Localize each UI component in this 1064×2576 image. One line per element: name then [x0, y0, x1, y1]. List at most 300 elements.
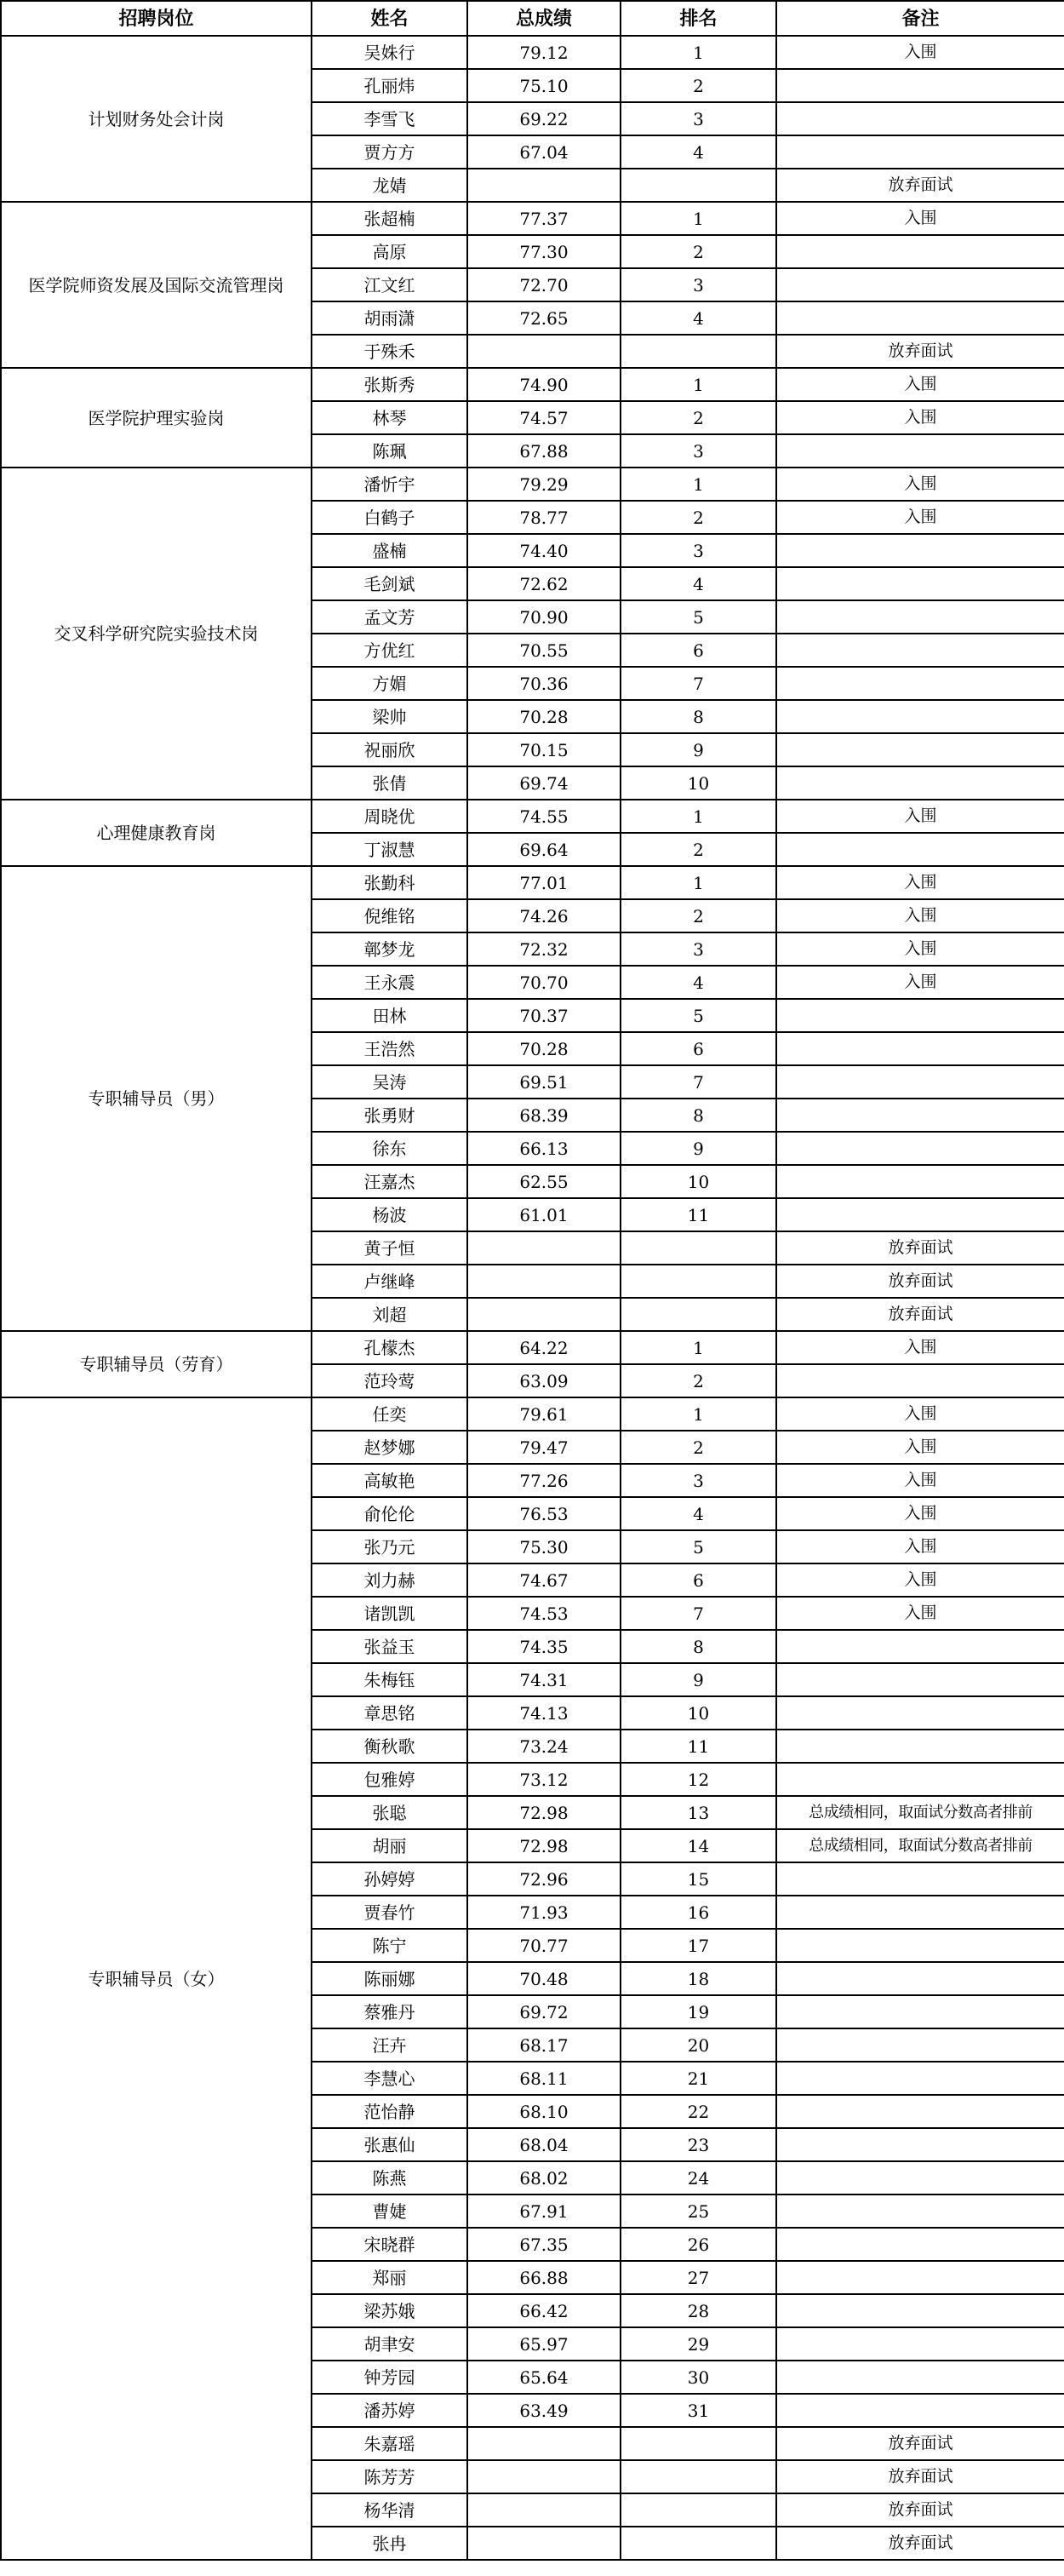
score-cell: 70.90 [467, 600, 621, 634]
header-name: 姓名 [312, 1, 467, 36]
rank-cell: 3 [621, 534, 776, 567]
note-cell [776, 2062, 1064, 2095]
rank-cell: 2 [621, 69, 776, 102]
score-cell: 70.37 [467, 999, 621, 1032]
note-cell [776, 2161, 1064, 2194]
score-cell: 67.04 [467, 135, 621, 169]
rank-cell [621, 169, 776, 202]
rank-cell: 5 [621, 600, 776, 634]
score-cell: 72.32 [467, 932, 621, 966]
rank-cell [621, 1298, 776, 1331]
note-cell [776, 301, 1064, 335]
rank-cell: 9 [621, 733, 776, 766]
rank-cell: 3 [621, 1464, 776, 1497]
header-note: 备注 [776, 1, 1064, 36]
score-cell: 70.15 [467, 733, 621, 766]
rank-cell: 10 [621, 1696, 776, 1730]
score-cell [467, 2460, 621, 2493]
rank-cell: 5 [621, 999, 776, 1032]
score-cell: 73.24 [467, 1730, 621, 1763]
score-cell: 68.02 [467, 2161, 621, 2194]
name-cell: 黄子恒 [312, 1231, 467, 1265]
rank-cell: 1 [621, 202, 776, 235]
note-cell [776, 1065, 1064, 1099]
rank-cell: 17 [621, 1929, 776, 1962]
name-cell: 刘力赫 [312, 1563, 467, 1597]
name-cell: 宋晓群 [312, 2228, 467, 2261]
note-cell [776, 733, 1064, 766]
note-cell: 入围 [776, 1464, 1064, 1497]
score-cell: 79.61 [467, 1397, 621, 1431]
header-row [1, 1, 1064, 36]
score-cell: 63.49 [467, 2394, 621, 2427]
rank-cell: 8 [621, 1099, 776, 1132]
name-cell: 陈芳芳 [312, 2460, 467, 2493]
rank-cell: 6 [621, 1563, 776, 1597]
score-cell: 69.72 [467, 1995, 621, 2028]
note-cell [776, 600, 1064, 634]
note-cell [776, 1730, 1064, 1763]
score-cell: 68.17 [467, 2028, 621, 2062]
name-cell: 江文红 [312, 268, 467, 301]
note-cell [776, 268, 1064, 301]
name-cell: 孙婷婷 [312, 1862, 467, 1896]
name-cell: 张益玉 [312, 1630, 467, 1663]
score-cell: 68.10 [467, 2095, 621, 2128]
note-cell: 入围 [776, 1331, 1064, 1364]
note-cell [776, 2128, 1064, 2161]
table-row [1, 368, 1064, 401]
note-cell [776, 1929, 1064, 1962]
note-cell [776, 833, 1064, 866]
table-body [1, 36, 1064, 2560]
note-cell [776, 2294, 1064, 2327]
note-cell [776, 1198, 1064, 1231]
note-cell [776, 700, 1064, 733]
name-cell: 贾春竹 [312, 1896, 467, 1929]
rank-cell: 2 [621, 1431, 776, 1464]
score-cell [467, 1265, 621, 1298]
name-cell: 周晓优 [312, 800, 467, 833]
rank-cell: 8 [621, 700, 776, 733]
name-cell: 衡秋歌 [312, 1730, 467, 1763]
rank-cell: 9 [621, 1663, 776, 1696]
rank-cell: 8 [621, 1630, 776, 1663]
name-cell: 朱梅钰 [312, 1663, 467, 1696]
note-cell: 入围 [776, 1397, 1064, 1431]
rank-cell: 2 [621, 1364, 776, 1397]
score-cell [467, 169, 621, 202]
name-cell: 范玲莺 [312, 1364, 467, 1397]
rank-cell: 4 [621, 966, 776, 999]
rank-cell: 4 [621, 301, 776, 335]
score-cell: 70.28 [467, 1032, 621, 1065]
rank-cell: 11 [621, 1730, 776, 1763]
name-cell: 梁苏娥 [312, 2294, 467, 2327]
name-cell: 贾方方 [312, 135, 467, 169]
score-cell: 73.12 [467, 1763, 621, 1796]
score-cell: 79.12 [467, 36, 621, 69]
note-cell [776, 1364, 1064, 1397]
rank-cell: 1 [621, 468, 776, 501]
note-cell: 入围 [776, 202, 1064, 235]
note-cell: 入围 [776, 1497, 1064, 1530]
note-cell [776, 135, 1064, 169]
rank-cell: 2 [621, 235, 776, 268]
rank-cell [621, 1265, 776, 1298]
position-cell: 交叉科学研究院实验技术岗 [1, 468, 312, 800]
name-cell: 田林 [312, 999, 467, 1032]
rank-cell: 9 [621, 1132, 776, 1165]
name-cell: 钟芳园 [312, 2361, 467, 2394]
rank-cell: 16 [621, 1896, 776, 1929]
name-cell: 张超楠 [312, 202, 467, 235]
name-cell: 王浩然 [312, 1032, 467, 1065]
rank-cell [621, 335, 776, 368]
table-header [1, 1, 1064, 36]
note-cell: 入围 [776, 36, 1064, 69]
name-cell: 包雅婷 [312, 1763, 467, 1796]
rank-cell: 2 [621, 501, 776, 534]
rank-cell: 23 [621, 2128, 776, 2161]
score-cell: 78.77 [467, 501, 621, 534]
name-cell: 孔丽炜 [312, 69, 467, 102]
name-cell: 杨波 [312, 1198, 467, 1231]
rank-cell: 3 [621, 102, 776, 135]
name-cell: 梁帅 [312, 700, 467, 733]
score-cell [467, 2493, 621, 2527]
note-cell [776, 567, 1064, 600]
note-cell: 入围 [776, 501, 1064, 534]
name-cell: 陈宁 [312, 1929, 467, 1962]
rank-cell: 29 [621, 2327, 776, 2361]
rank-cell: 6 [621, 634, 776, 667]
note-cell [776, 235, 1064, 268]
note-cell [776, 999, 1064, 1032]
name-cell: 赵梦娜 [312, 1431, 467, 1464]
score-cell: 65.64 [467, 2361, 621, 2394]
score-cell: 74.55 [467, 800, 621, 833]
note-cell [776, 1862, 1064, 1896]
note-cell: 入围 [776, 1431, 1064, 1464]
note-cell: 入围 [776, 866, 1064, 899]
name-cell: 张惠仙 [312, 2128, 467, 2161]
rank-cell: 21 [621, 2062, 776, 2095]
name-cell: 张聪 [312, 1796, 467, 1829]
note-cell [776, 2361, 1064, 2394]
rank-cell: 26 [621, 2228, 776, 2261]
rank-cell: 10 [621, 766, 776, 800]
score-cell: 77.37 [467, 202, 621, 235]
rank-cell: 5 [621, 1530, 776, 1563]
name-cell: 李雪飞 [312, 102, 467, 135]
note-cell: 入围 [776, 1563, 1064, 1597]
position-cell: 医学院师资发展及国际交流管理岗 [1, 202, 312, 368]
table-row [1, 468, 1064, 501]
rank-cell [621, 1231, 776, 1265]
name-cell: 于殊禾 [312, 335, 467, 368]
name-cell: 李慧心 [312, 2062, 467, 2095]
rank-cell: 19 [621, 1995, 776, 2028]
rank-cell: 1 [621, 866, 776, 899]
rank-cell: 1 [621, 1331, 776, 1364]
score-cell [467, 1231, 621, 1265]
note-cell [776, 1663, 1064, 1696]
name-cell: 杨华清 [312, 2493, 467, 2527]
score-cell: 70.77 [467, 1929, 621, 1962]
note-cell: 入围 [776, 1530, 1064, 1563]
score-cell: 65.97 [467, 2327, 621, 2361]
table-row [1, 1331, 1064, 1364]
score-cell: 74.57 [467, 401, 621, 434]
name-cell: 张斯秀 [312, 368, 467, 401]
note-cell: 放弃面试 [776, 2493, 1064, 2527]
name-cell: 祝丽欣 [312, 733, 467, 766]
score-cell: 75.10 [467, 69, 621, 102]
position-cell: 计划财务处会计岗 [1, 36, 312, 202]
note-cell: 总成绩相同，取面试分数高者排前 [776, 1796, 1064, 1829]
score-cell: 74.13 [467, 1696, 621, 1730]
rank-cell [621, 2493, 776, 2527]
score-cell: 70.70 [467, 966, 621, 999]
score-cell: 69.64 [467, 833, 621, 866]
name-cell: 丁淑慧 [312, 833, 467, 866]
name-cell: 方优红 [312, 634, 467, 667]
score-cell: 72.96 [467, 1862, 621, 1896]
note-cell: 放弃面试 [776, 169, 1064, 202]
name-cell: 王永震 [312, 966, 467, 999]
score-cell: 77.30 [467, 235, 621, 268]
score-cell: 70.55 [467, 634, 621, 667]
rank-cell [621, 2460, 776, 2493]
note-cell: 入围 [776, 966, 1064, 999]
rank-cell [621, 2427, 776, 2460]
position-cell: 医学院护理实验岗 [1, 368, 312, 468]
table-row [1, 866, 1064, 899]
score-cell: 79.47 [467, 1431, 621, 1464]
name-cell: 曹婕 [312, 2194, 467, 2228]
note-cell [776, 2028, 1064, 2062]
score-cell: 61.01 [467, 1198, 621, 1231]
note-cell: 入围 [776, 1597, 1064, 1630]
score-cell: 62.55 [467, 1165, 621, 1198]
note-cell [776, 2095, 1064, 2128]
name-cell: 高敏艳 [312, 1464, 467, 1497]
score-cell: 66.42 [467, 2294, 621, 2327]
score-cell: 68.39 [467, 1099, 621, 1132]
note-cell: 放弃面试 [776, 2527, 1064, 2560]
score-cell: 75.30 [467, 1530, 621, 1563]
rank-cell: 13 [621, 1796, 776, 1829]
score-cell: 64.22 [467, 1331, 621, 1364]
name-cell: 潘忻宇 [312, 468, 467, 501]
score-cell: 69.51 [467, 1065, 621, 1099]
score-cell: 66.13 [467, 1132, 621, 1165]
note-cell: 放弃面试 [776, 2427, 1064, 2460]
name-cell: 任奕 [312, 1397, 467, 1431]
score-cell [467, 2427, 621, 2460]
name-cell: 卢继峰 [312, 1265, 467, 1298]
name-cell: 胡丽 [312, 1829, 467, 1862]
name-cell: 张乃元 [312, 1530, 467, 1563]
note-cell [776, 1696, 1064, 1730]
score-cell: 67.88 [467, 434, 621, 468]
note-cell [776, 1032, 1064, 1065]
rank-cell: 22 [621, 2095, 776, 2128]
rank-cell: 1 [621, 1397, 776, 1431]
score-cell: 72.65 [467, 301, 621, 335]
rank-cell: 7 [621, 1065, 776, 1099]
rank-cell: 10 [621, 1165, 776, 1198]
table-row [1, 202, 1064, 235]
rank-cell: 24 [621, 2161, 776, 2194]
name-cell: 吴涛 [312, 1065, 467, 1099]
note-cell [776, 1995, 1064, 2028]
note-cell: 入围 [776, 468, 1064, 501]
note-cell [776, 667, 1064, 700]
note-cell: 入围 [776, 899, 1064, 932]
rank-cell: 12 [621, 1763, 776, 1796]
rank-cell: 2 [621, 833, 776, 866]
note-cell [776, 1165, 1064, 1198]
score-cell: 66.88 [467, 2261, 621, 2294]
name-cell: 蔡雅丹 [312, 1995, 467, 2028]
note-cell [776, 534, 1064, 567]
rank-cell: 28 [621, 2294, 776, 2327]
score-cell: 77.26 [467, 1464, 621, 1497]
score-cell [467, 1298, 621, 1331]
name-cell: 汪嘉杰 [312, 1165, 467, 1198]
rank-cell: 3 [621, 932, 776, 966]
name-cell: 刘超 [312, 1298, 467, 1331]
rank-cell: 4 [621, 567, 776, 600]
note-cell: 放弃面试 [776, 2460, 1064, 2493]
score-cell: 67.91 [467, 2194, 621, 2228]
rank-cell: 1 [621, 368, 776, 401]
score-cell: 70.28 [467, 700, 621, 733]
score-cell: 68.04 [467, 2128, 621, 2161]
rank-cell: 6 [621, 1032, 776, 1065]
note-cell [776, 1630, 1064, 1663]
table-row [1, 36, 1064, 69]
rank-cell: 25 [621, 2194, 776, 2228]
note-cell [776, 1132, 1064, 1165]
score-cell: 77.01 [467, 866, 621, 899]
rank-cell: 30 [621, 2361, 776, 2394]
name-cell: 鄣梦龙 [312, 932, 467, 966]
position-cell: 专职辅导员（女） [1, 1397, 312, 2560]
rank-cell: 20 [621, 2028, 776, 2062]
name-cell: 诸凯凯 [312, 1597, 467, 1630]
note-cell [776, 634, 1064, 667]
note-cell: 入围 [776, 932, 1064, 966]
name-cell: 潘苏婷 [312, 2394, 467, 2427]
note-cell [776, 102, 1064, 135]
note-cell [776, 2394, 1064, 2427]
note-cell: 放弃面试 [776, 1231, 1064, 1265]
score-cell [467, 2527, 621, 2560]
score-cell: 74.35 [467, 1630, 621, 1663]
note-cell: 总成绩相同，取面试分数高者排前 [776, 1829, 1064, 1862]
score-cell: 72.62 [467, 567, 621, 600]
note-cell [776, 1962, 1064, 1995]
score-cell: 69.74 [467, 766, 621, 800]
rank-cell: 2 [621, 401, 776, 434]
name-cell: 倪维铭 [312, 899, 467, 932]
score-cell: 76.53 [467, 1497, 621, 1530]
name-cell: 张勇财 [312, 1099, 467, 1132]
header-total-score: 总成绩 [467, 1, 621, 36]
name-cell: 朱嘉瑶 [312, 2427, 467, 2460]
rank-cell: 7 [621, 1597, 776, 1630]
name-cell: 毛剑斌 [312, 567, 467, 600]
note-cell [776, 1896, 1064, 1929]
rank-cell: 4 [621, 135, 776, 169]
note-cell: 放弃面试 [776, 1265, 1064, 1298]
note-cell [776, 1763, 1064, 1796]
rank-cell: 11 [621, 1198, 776, 1231]
note-cell: 放弃面试 [776, 1298, 1064, 1331]
name-cell: 郑丽 [312, 2261, 467, 2294]
score-cell: 79.29 [467, 468, 621, 501]
score-cell: 74.31 [467, 1663, 621, 1696]
name-cell: 范怡静 [312, 2095, 467, 2128]
name-cell: 张勤科 [312, 866, 467, 899]
rank-cell [621, 2527, 776, 2560]
score-cell: 72.98 [467, 1829, 621, 1862]
note-cell [776, 1099, 1064, 1132]
score-cell: 74.67 [467, 1563, 621, 1597]
rank-cell: 1 [621, 36, 776, 69]
score-cell: 67.35 [467, 2228, 621, 2261]
score-cell: 72.70 [467, 268, 621, 301]
name-cell: 章思铭 [312, 1696, 467, 1730]
note-cell [776, 2228, 1064, 2261]
name-cell: 高原 [312, 235, 467, 268]
score-cell [467, 335, 621, 368]
score-cell: 74.26 [467, 899, 621, 932]
name-cell: 林琴 [312, 401, 467, 434]
note-cell [776, 434, 1064, 468]
rank-cell: 15 [621, 1862, 776, 1896]
rank-cell: 18 [621, 1962, 776, 1995]
score-cell: 72.98 [467, 1796, 621, 1829]
rank-cell: 7 [621, 667, 776, 700]
note-cell: 放弃面试 [776, 335, 1064, 368]
name-cell: 孔檬杰 [312, 1331, 467, 1364]
table-row [1, 1397, 1064, 1431]
name-cell: 白鹤子 [312, 501, 467, 534]
score-cell: 74.90 [467, 368, 621, 401]
position-cell: 专职辅导员（劳育） [1, 1331, 312, 1397]
name-cell: 孟文芳 [312, 600, 467, 634]
position-cell: 专职辅导员（男） [1, 866, 312, 1331]
header-rank: 排名 [621, 1, 776, 36]
name-cell: 张倩 [312, 766, 467, 800]
score-cell: 70.48 [467, 1962, 621, 1995]
name-cell: 张冉 [312, 2527, 467, 2560]
position-cell: 心理健康教育岗 [1, 800, 312, 866]
score-cell: 69.22 [467, 102, 621, 135]
name-cell: 徐东 [312, 1132, 467, 1165]
name-cell: 龙婧 [312, 169, 467, 202]
rank-cell: 2 [621, 899, 776, 932]
note-cell: 入围 [776, 368, 1064, 401]
score-cell: 63.09 [467, 1364, 621, 1397]
rank-cell: 14 [621, 1829, 776, 1862]
rank-cell: 4 [621, 1497, 776, 1530]
name-cell: 胡聿安 [312, 2327, 467, 2361]
